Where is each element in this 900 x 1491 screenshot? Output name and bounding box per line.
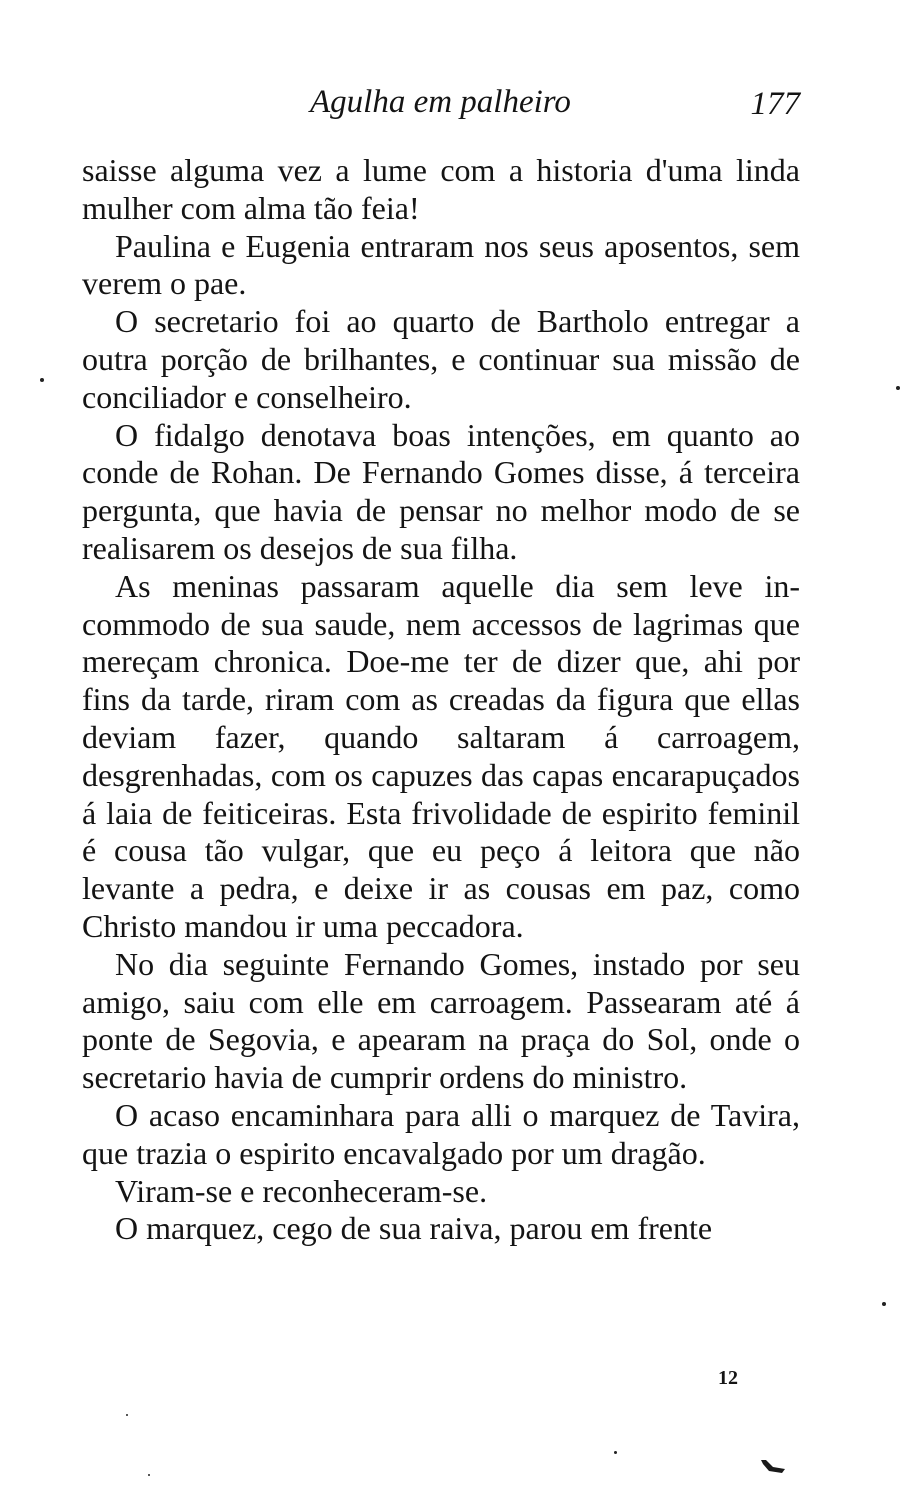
running-head xyxy=(82,82,800,132)
paragraph: No dia seguinte Fernando Gomes, instado por seu amigo, saiu com elle em carroagem. Passearam até á ponte de Segovia, e apearam na praça do Sol, onde o secretario havia de cumprir ordens do ministro. xyxy=(82,945,800,1096)
speck xyxy=(896,386,900,390)
page-number: 177 xyxy=(750,86,800,122)
speck xyxy=(882,1302,886,1306)
paragraph: O marquez, cego de sua raiva, parou em frente xyxy=(115,1210,713,1247)
speck xyxy=(126,1414,128,1416)
paragraph: O secretario foi ao quarto de Bartholo entregar a outra porção de brilhantes, e continuar sua missão de conciliador e conselheiro. xyxy=(82,303,800,415)
paragraph: Paulina e Eugenia entraram nos seus aposentos, sem verem o pae. xyxy=(82,227,800,302)
paragraph: As meninas passaram aquelle dia sem leve incommodo de sua saude, nem accessos de lagrimas que mereçam chronica. Doe-me ter de dizer que, ahi por fins da tarde, riram com as creadas da figura que ellas deviam fazer, quando saltaram á carroagem, desgrenhadas, com os capuzes das capas encarapuçados á laia de feiticeiras. Esta frivolidade de espirito feminil é cousa tão vulgar, que eu peço á leitora que não levante a pedra, e deixe ir as cousas em paz, como Christo mandou ir uma peccadora. xyxy=(82,567,800,944)
paragraph: Viram-se e reconheceram-se. xyxy=(115,1172,488,1209)
signature-mark: 12 xyxy=(718,1367,738,1389)
running-title: Agulha em palheiro xyxy=(310,84,571,120)
body-text xyxy=(82,152,800,1248)
paragraph: O acaso encaminhara para alli o marquez de Tavira, que trazia o espirito encavalgado por um dragão. xyxy=(82,1096,800,1171)
speck xyxy=(148,1474,150,1476)
paragraph: O fidalgo denotava boas intenções, em quanto ao conde de Rohan. De Fernando Gomes disse, á terceira pergunta, que havia de pensar no melhor modo de se realisarem os desejos de sua filha. xyxy=(82,416,800,566)
paragraph-continued: saisse alguma vez a lume com a historia d'uma linda mulher com alma tão feia! xyxy=(82,152,800,226)
speck xyxy=(40,378,44,382)
print-mark-icon xyxy=(760,1458,786,1474)
speck xyxy=(614,1451,617,1454)
